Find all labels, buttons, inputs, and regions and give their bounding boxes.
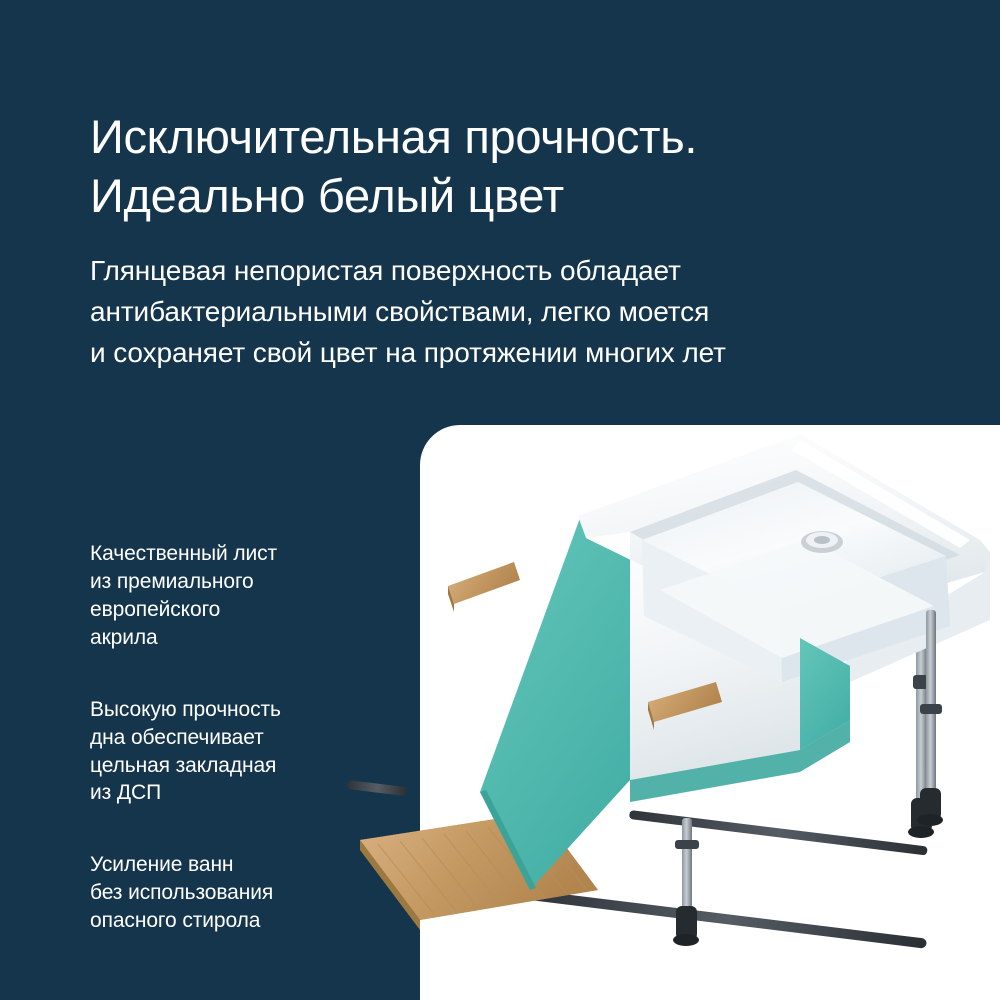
headline-line-1: Исключительная прочность.	[90, 110, 698, 163]
subhead-line-3: и сохраняет свой цвет на протяжении многих лет	[90, 337, 726, 369]
feature-1-line-4: акрила	[90, 625, 158, 649]
feature-2-line-1: Высокую прочность	[90, 697, 281, 721]
feature-2-line-2: дна обеспечивает	[90, 725, 264, 749]
wood-insert-top	[448, 562, 520, 612]
feature-3-line-2: без использования	[90, 881, 274, 905]
feature-1-line-1: Качественный лист	[90, 542, 278, 565]
feature-1-line-3: европейского	[90, 597, 221, 621]
subhead-line-1: Глянцевая непористая поверхность обладает	[90, 255, 681, 286]
frame-rail-tip	[347, 780, 408, 796]
page-title	[90, 108, 930, 226]
feature-2-line-3: цельная закладная	[90, 753, 277, 777]
feature-item-no-styrene	[90, 851, 370, 935]
subhead-line-2: антибактериальными свойствами, легко моется	[90, 296, 710, 328]
feature-item-acryl-sheet	[90, 540, 370, 652]
feature-item-bottom-strength	[90, 696, 370, 808]
bathtub-illustration	[330, 420, 1000, 1000]
page-subtitle	[90, 250, 890, 373]
feature-list	[90, 540, 370, 979]
feature-1-line-2: из премиального	[90, 569, 254, 593]
headline-line-2: Идеально белый цвет	[90, 168, 564, 222]
drain-fitting	[801, 531, 843, 553]
feature-3-line-3: опасного стирола	[90, 909, 261, 933]
feature-2-line-4: из ДСП	[90, 781, 162, 805]
feature-3-line-1: Усиление ванн	[90, 853, 234, 877]
